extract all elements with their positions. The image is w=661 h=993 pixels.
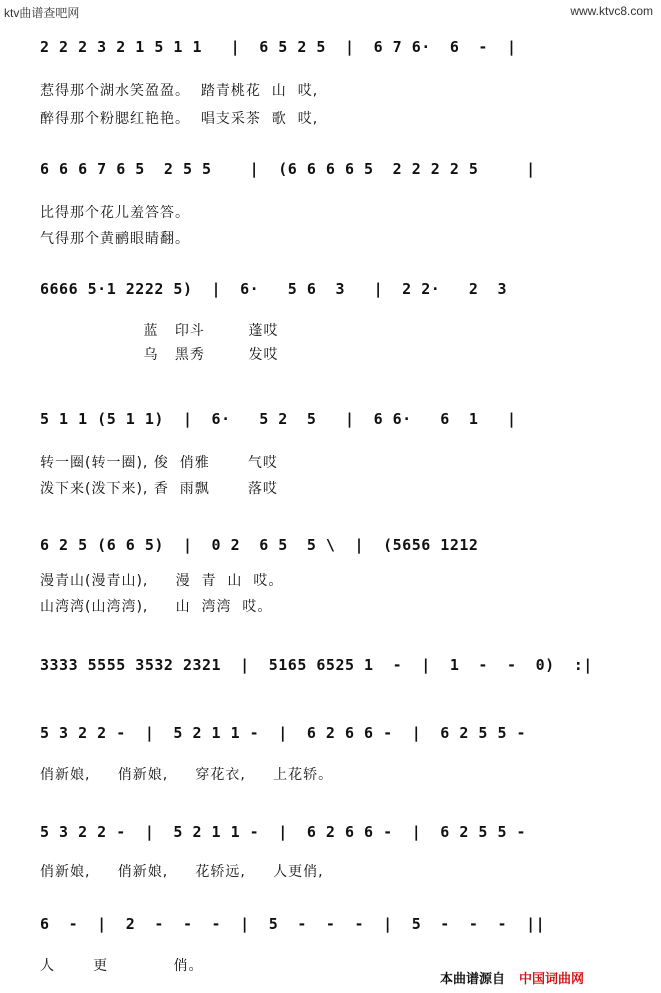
footer-source: 本曲谱源自 (440, 972, 506, 987)
lyric-line: 惹得那个湖水笑盈盈。 踏青桃花 山 哎, (40, 83, 319, 99)
notes-line: 5 3 2 2 - | 5 2 1 1 - | 6 2 6 6 - | 6 2 5 5 - (40, 724, 527, 742)
notes-line: 6 - | 2 - - - | 5 - - - | 5 - - - || (40, 915, 546, 933)
footer-site-link[interactable]: 中国词曲网 (519, 972, 585, 987)
notes-line: 6 2 5 (6 6 5) | 0 2 6 5 5 \ | (5656 1212 (40, 536, 479, 554)
lyric-line: 漫青山(漫青山), 漫 青 山 哎。 (40, 573, 284, 589)
lyric-line: 气得那个黄鹂眼睛翻。 (40, 231, 190, 247)
lyric-line: 比得那个花儿羞答答。 (40, 205, 190, 221)
lyric-line: 转一圈(转一圈), 俊 俏雅 气哎 (40, 455, 278, 471)
notes-line: 5 1 1 (5 1 1) | 6· 5 2 5 | 6 6· 6 1 | (40, 410, 517, 428)
lyric-line: 泼下来(泼下来), 香 雨飘 落哎 (40, 481, 278, 497)
lyric-line: 人 更 俏。 (40, 958, 204, 974)
lyric-line: 乌 黑秀 发哎 (40, 347, 279, 363)
lyric-line: 俏新娘, 俏新娘, 花轿远, 人更俏, (40, 864, 324, 880)
lyric-line: 蓝 印斗 蓬哎 (40, 323, 279, 339)
notes-line: 5 3 2 2 - | 5 2 1 1 - | 6 2 6 6 - | 6 2 5 5 - (40, 823, 527, 841)
footer-credit (440, 968, 584, 987)
notes-line: 6 6 6 7 6 5 2 5 5 | (6 6 6 6 5 2 2 2 2 5 | (40, 160, 536, 178)
notes-line: 6666 5·1 2222 5) | 6· 5 6 3 | 2 2· 2 3 (40, 280, 508, 298)
lyric-line: 山湾湾(山湾湾), 山 湾湾 哎。 (40, 599, 273, 615)
notes-line: 3333 5555 3532 2321 | 5165 6525 1 - | 1 - - 0) :| (40, 656, 593, 674)
watermark-right: www.ktvc8.com (570, 4, 653, 18)
lyric-line: 醉得那个粉腮红艳艳。 唱支采茶 歌 哎, (40, 111, 319, 127)
lyric-line: 俏新娘, 俏新娘, 穿花衣, 上花轿。 (40, 767, 334, 783)
notes-line: 2 2 2 3 2 1 5 1 1 | 6 5 2 5 | 6 7 6· 6 - | (40, 38, 517, 56)
watermark-left: ktv曲谱查吧网 (4, 6, 80, 20)
